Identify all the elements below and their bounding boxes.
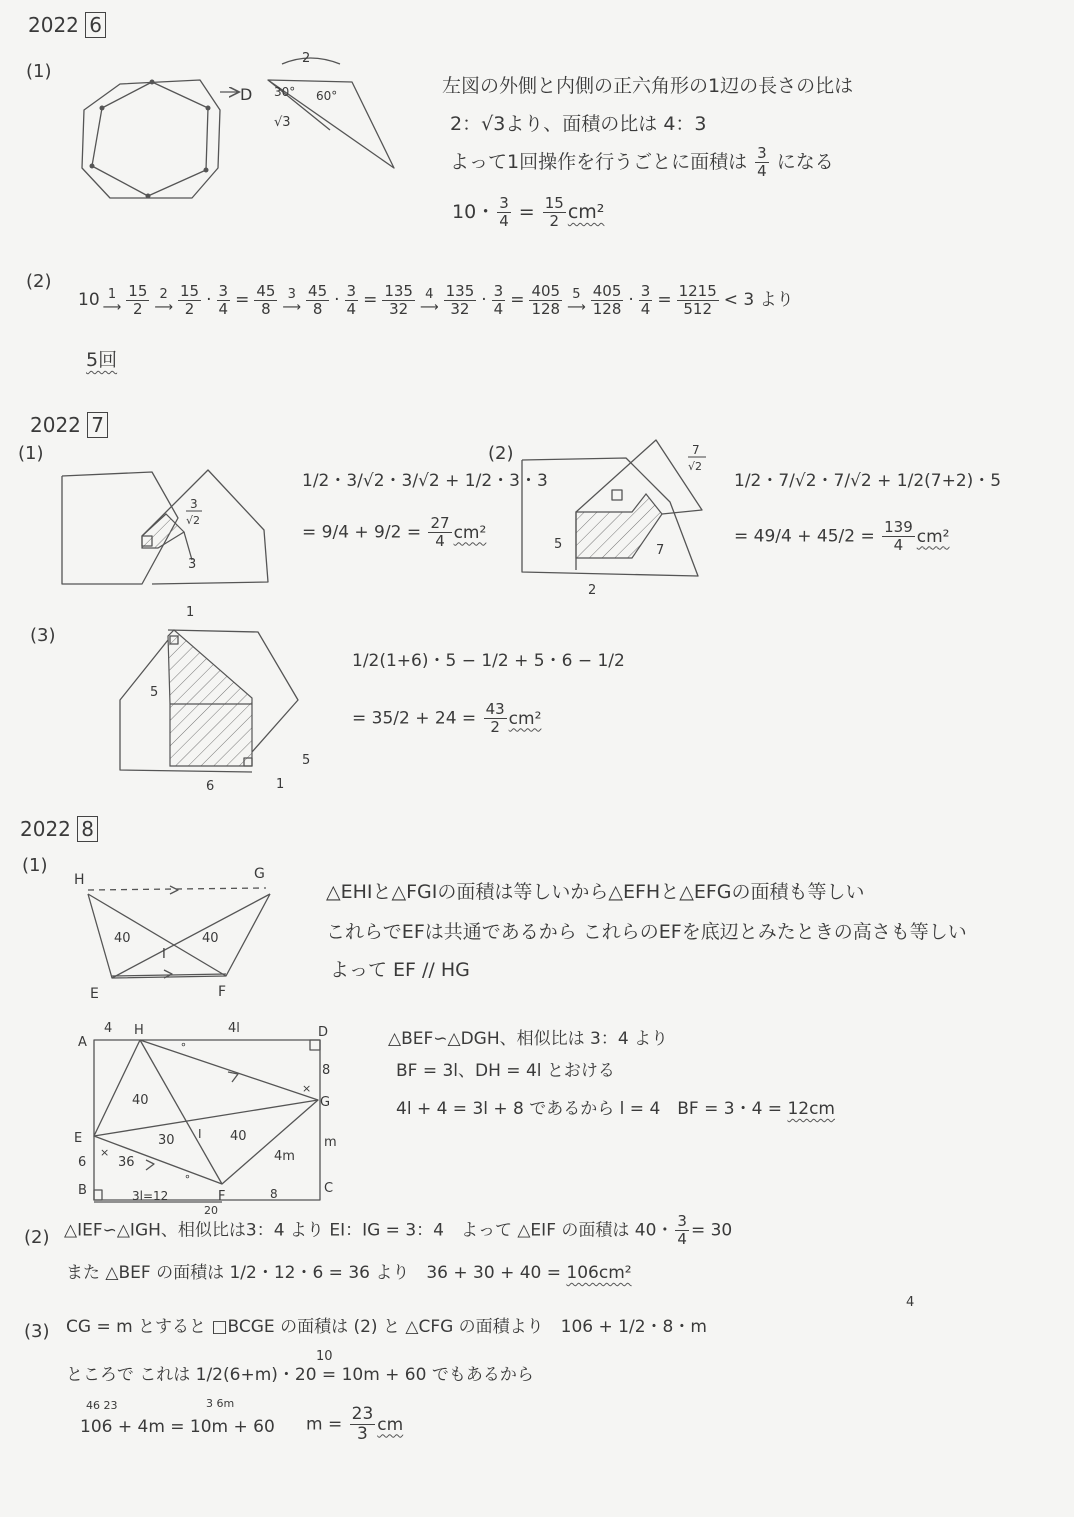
fig8-2-B: B (78, 1183, 87, 1198)
fig8-1-F: F (218, 984, 227, 1000)
text-7-3-line1: 1/2(1+6)・5 − 1/2 + 5・6 − 1/2 (352, 651, 625, 671)
problem-label-8-1: (1) (22, 855, 48, 876)
fig8-1-area2: 40 (202, 931, 219, 946)
svg-text:D: D (240, 85, 253, 104)
text-7-2-line2: = 49/4 + 45/2 = $\frac{139}{4}$ cm² (734, 518, 950, 554)
fig8-2-E: E (74, 1131, 83, 1146)
fig8-1-area1: 40 (114, 931, 131, 946)
fig8-2-x-mark-left: × (100, 1146, 110, 1159)
fig8-2-C: C (324, 1181, 334, 1196)
fig8-2-d8: 8 (322, 1063, 331, 1078)
fig8-2-area-40b: 40 (230, 1129, 247, 1144)
fig8-2-top4: 4 (104, 1021, 113, 1036)
problem-label-7-3: (3) (30, 625, 56, 646)
fig8-2-I: I (198, 1127, 202, 1141)
fig7-1-len: 3 (188, 557, 197, 572)
fig7-3-six: 6 (206, 779, 215, 794)
text-6-1-line1: 左図の外側と内側の正六角形の1辺の長さの比は (442, 75, 854, 97)
fig7-3-one-bottom: 1 (276, 777, 285, 792)
section-heading-6: 2022 6 (28, 14, 106, 36)
text-8-2-line1: △IEF∽△IGH、相似比は3：4 より EI：IG = 3：4 よって △EIF の面積は 40・ $\frac{3}{4}$ = 30 (64, 1212, 733, 1248)
fig8-2-F: F (218, 1189, 226, 1204)
problem-label-8-3: (3) (24, 1321, 50, 1342)
text-7-3-line2: = 35/2 + 24 = $\frac{43}{2}$ cm² (352, 700, 542, 736)
text-8-1-r2: BF = 3l、DH = 4l とおける (396, 1061, 615, 1081)
text-8-1-r3: 4l + 4 = 3l + 8 であるから l = 4 BF = 3・4 = 12cm (396, 1099, 835, 1119)
section-heading-7: 2022 7 (30, 414, 108, 436)
text-6-1-line3: よって1回操作を行うごとに面積は $\frac{3}{4}$ になる (450, 144, 834, 180)
fig8-2-top4l: 4l (228, 1021, 240, 1036)
fig8-2-area-30: 30 (158, 1133, 175, 1148)
figure-7-2 (516, 440, 716, 600)
fig8-1-G: G (254, 866, 265, 882)
text-7-1-line2: = 9/4 + 9/2 = $\frac{27}{4}$ cm² (302, 514, 487, 550)
text-8-1-line2: これらでEFは共通であるから これらのEFを底辺とみたときの高さも等しい (326, 921, 967, 943)
fig8-1-I: I (162, 947, 166, 962)
fig6-angle-30: 30° (274, 85, 296, 99)
hexagon-figure (70, 51, 410, 210)
fig6-angle-60: 60° (316, 89, 338, 103)
fig8-2-m: m (324, 1135, 337, 1150)
fig7-3-five-left: 5 (150, 685, 159, 700)
note-8-3-line2: 10 (316, 1349, 333, 1364)
figure-7-1 (58, 466, 278, 590)
problem-label-7-2: (2) (488, 443, 514, 464)
text-8-2-line2: また △BEF の面積は 1/2・12・6 = 36 より 36 + 30 + 40 = 106cm² (66, 1263, 632, 1283)
fig8-2-area-4m: 4m (274, 1149, 295, 1164)
answer-8-3: m = $\frac{23}{3}$ cm (306, 1404, 404, 1444)
fig8-2-x-mark-right: × (302, 1082, 312, 1095)
fig8-2-area-36: 36 (118, 1155, 135, 1170)
text-8-1-line1: △EHIと△FGIの面積は等しいから△EFHと△EFGの面積も等しい (326, 881, 865, 903)
fig6-side-label: √3 (274, 115, 291, 130)
fig7-3-one-top: 1 (186, 605, 195, 620)
fig7-3-five-right: 5 (302, 753, 311, 768)
text-8-1-r1: △BEF∽△DGH、相似比は 3：4 より (388, 1029, 669, 1049)
text-8-3-line3: 106 + 4m = 10m + 60 (80, 1417, 275, 1437)
text-8-3-line2: ところで これは 1/2(6+m)・20 = 10m + 60 でもあるから (66, 1365, 534, 1385)
text-8-3-line1: CG = m とすると □BCGE の面積は (2) と △CFG の面積より 106 + 1/2・8・m (66, 1317, 707, 1337)
fig8-1-E: E (90, 986, 99, 1002)
note-8-3-line1: 4 (906, 1295, 915, 1310)
figure-7-3 (112, 600, 352, 800)
fig7-2-d-den: √2 (688, 460, 703, 473)
text-8-1-line3: よって EF // HG (330, 959, 470, 981)
fig8-2-A: A (78, 1035, 87, 1050)
problem-label-6-2: (2) (26, 271, 52, 292)
problem-label-6-1: (1) (26, 61, 52, 82)
figure-8-1-rectangle (74, 1016, 364, 1217)
problem-label-7-1: (1) (18, 443, 44, 464)
fig8-2-G: G (320, 1095, 331, 1110)
problem-label-8-2: (2) (24, 1227, 50, 1248)
note-8-3-n2: 3 6m (206, 1397, 235, 1410)
fig8-2-width20: 20 (204, 1204, 218, 1217)
fig7-2-d-num: 7 (692, 443, 700, 457)
fig8-2-o-mark-bottom: ∘ (184, 1170, 191, 1183)
fig8-2-area-40a: 40 (132, 1093, 149, 1108)
fig7-1-d-num: 3 (190, 497, 198, 511)
fig8-2-D: D (318, 1025, 329, 1040)
note-8-3-n1: 46 23 (86, 1399, 118, 1412)
text-6-2-chain: 10 1 ⟶ $\frac{15}{2}$ 2 ⟶ $\frac{15}{2}$ · $\frac{3}{4}$ = $\frac{45}{8}$ 3 ⟶ $\frac{45}{8}$ · $\frac{3}{4}$ = $\frac{135}{32}$ 4 ⟶ $\frac{135}{32}$ · $\frac{3}{4}$ = $\frac{405}{128}$ 5 ⟶ $\frac{405}{128}$ · $\frac{3}{4}$ = $\frac{1215}{512}$ < 3 より (78, 282, 794, 318)
text-7-2-line1: 1/2・7/√2・7/√2 + 1/2(7+2)・5 (734, 471, 1002, 491)
text-6-1-line2: 2：√3より、面積の比は 4：3 (450, 113, 707, 135)
fig7-2-len5: 5 (554, 537, 563, 552)
text-6-1-calc: 10・ $\frac{3}{4}$ = $\frac{15}{2}$ cm² (452, 194, 605, 230)
text-7-1-line1: 1/2・3/√2・3/√2 + 1/2・3・3 (302, 471, 548, 491)
fig6-top-label: 2 (302, 51, 311, 66)
fig7-2-len7: 7 (656, 543, 665, 558)
answer-6-2: 5回 (86, 349, 118, 371)
fig8-2-H: H (134, 1023, 144, 1038)
fig8-2-bf: 3l=12 (132, 1189, 169, 1203)
fig8-2-o-mark-top: ∘ (180, 1038, 187, 1051)
fig8-1-H: H (74, 872, 85, 888)
fig8-2-e6: 6 (78, 1155, 87, 1170)
fig7-1-d-den: √2 (186, 514, 201, 527)
fig7-2-len2: 2 (588, 583, 597, 598)
figure-8-1-trapezoid (70, 866, 290, 1006)
section-heading-8: 2022 8 (20, 818, 98, 840)
fig8-2-fc8: 8 (270, 1187, 278, 1201)
